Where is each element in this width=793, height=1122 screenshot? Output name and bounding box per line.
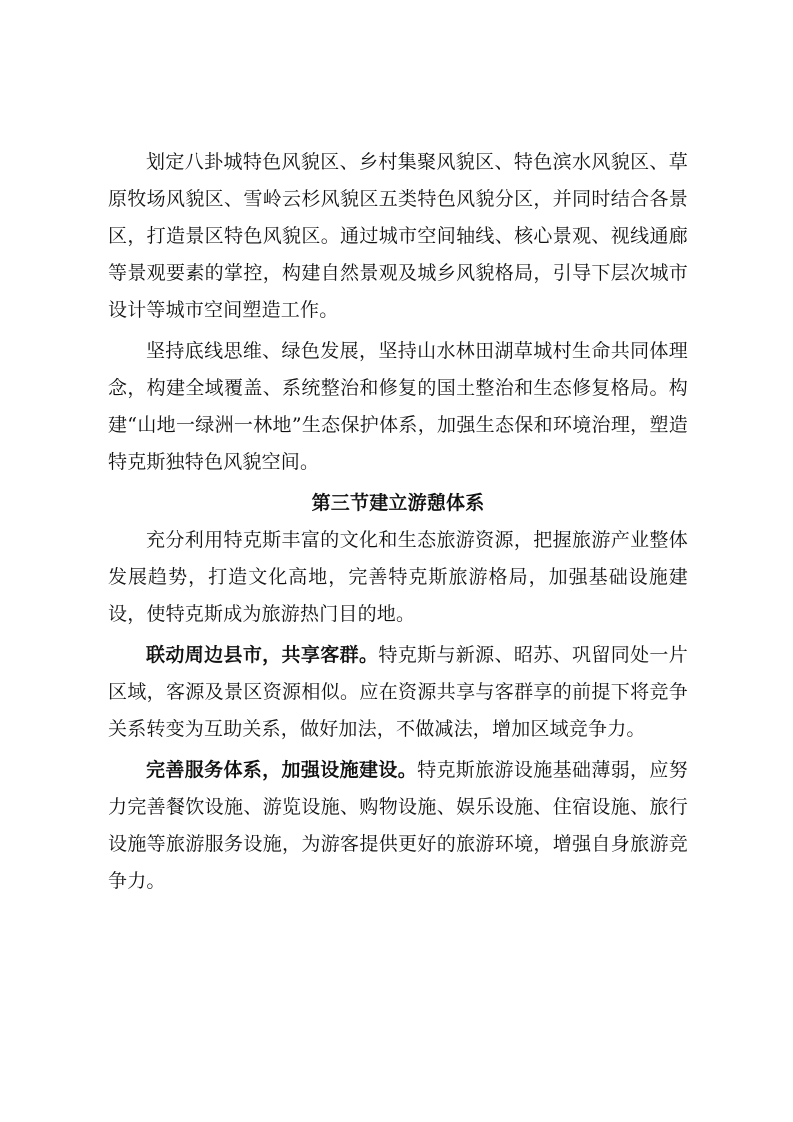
document-body (108, 144, 688, 904)
paragraph-lead: 联动周边县市，共享客群。 (146, 644, 379, 666)
section-title: 第三节建立游憩体系 (311, 492, 485, 514)
paragraph-scenic-zones: 划定八卦城特色风貌区、乡村集聚风貌区、特色滨水风貌区、草原牧场风貌区、雪岭云杉风貌区五类特色风貌分区，并同时结合各景区，打造景区特色风貌区。通过城市空间轴线、核心景观、视线通廊等景观要素的掌控，构建自然景观及城乡风貌格局，引导下层次城市设计等城市空间塑造工作。 (108, 151, 688, 321)
paragraph-text: 特克斯与新源、昭苏、巩留同处一片区域，客源及景区资源相似。应在资源共享与客群享的前提下将竞争关系转变为互助关系，做好加法，不做减法，增加区域竞争力。 (108, 644, 688, 740)
paragraph-tourism-overview (108, 522, 688, 633)
paragraph-regional-linkage (108, 637, 688, 748)
paragraph-text: 特克斯旅游设施基础薄弱，应努力完善餐饮设施、游览设施、购物设施、娱乐设施、住宿设施、旅行设施等旅游服务设施，为游客提供更好的旅游环境，增强自身旅游竞争力。 (108, 759, 688, 892)
paragraph-text: 充分利用特克斯丰富的文化和生态旅游资源，把握旅游产业整体发展趋势，打造文化高地，完善特克斯旅游格局，加强基础设施建设，使特克斯成为旅游热门目的地。 (108, 529, 688, 625)
paragraph-lead: 完善服务体系，加强设施建设。 (146, 759, 418, 781)
paragraph-service-system (108, 752, 688, 900)
paragraph-ecological-protection: 坚持底线思维、绿色发展，坚持山水林田湖草城村生命共同体理念，构建全域覆盖、系统整治和修复的国土整治和生态修复格局。构建“山地一绿洲一林地”生态保护体系，加强生态保和环境治理，塑造特克斯独特色风貌空间。 (108, 340, 688, 473)
